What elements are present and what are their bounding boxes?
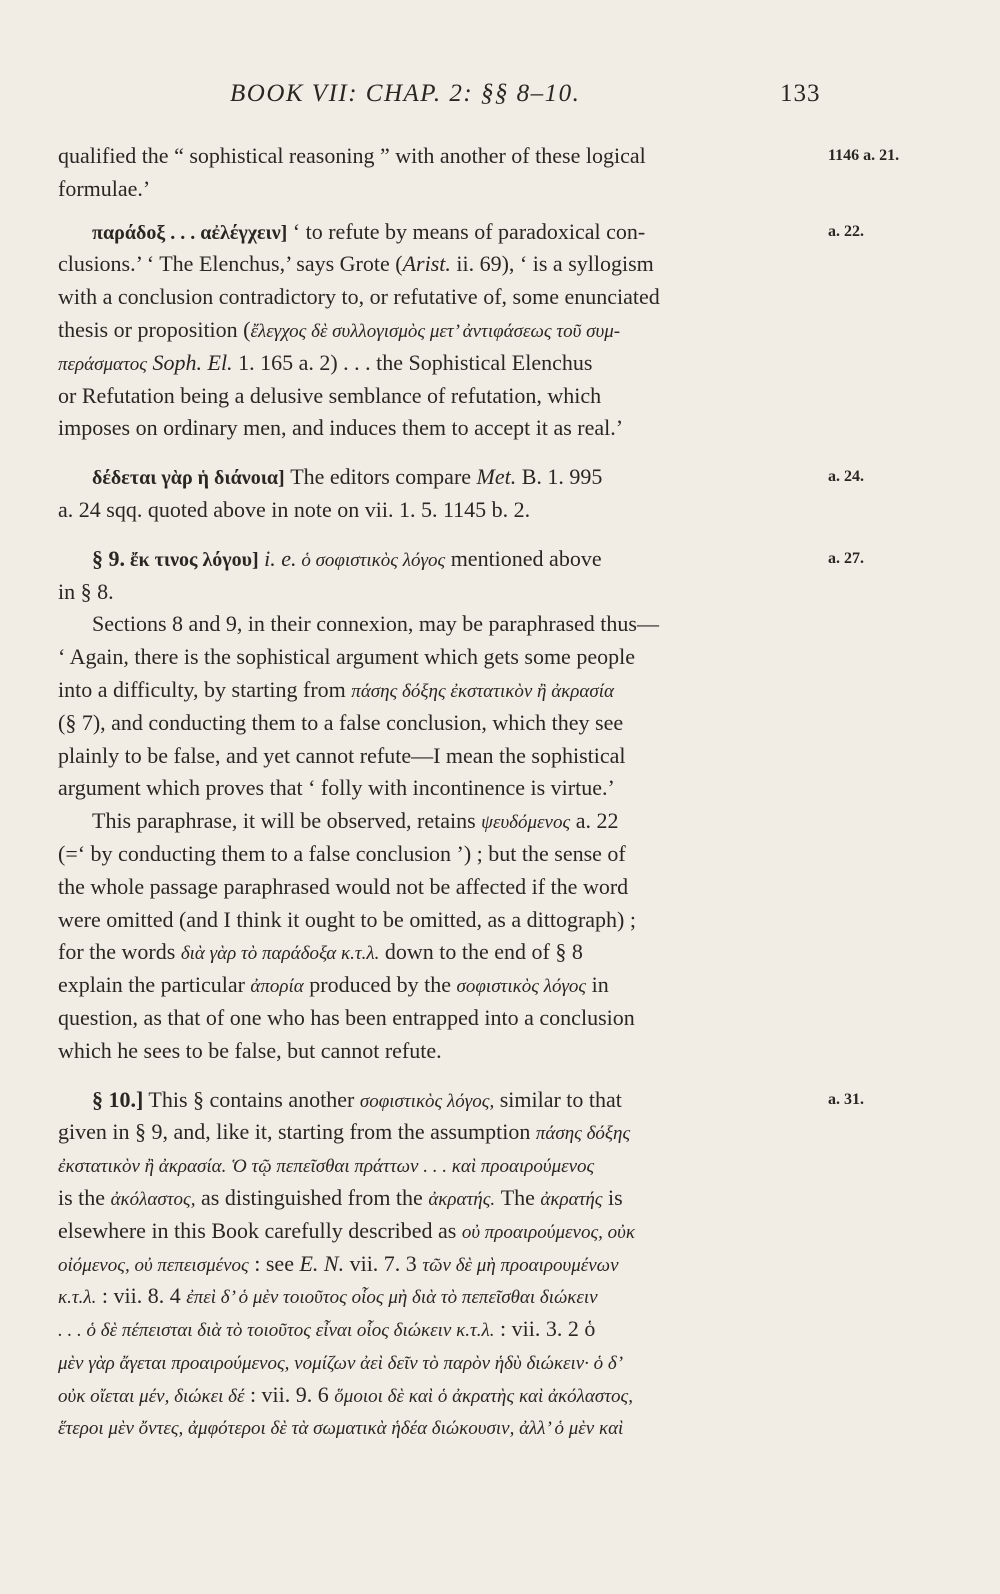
greek-text: πάσης δόξης xyxy=(535,1123,631,1145)
margin-reference: 1146 a. 21. xyxy=(828,147,900,164)
line-text: is xyxy=(602,1184,623,1210)
greek-text: Ὁ τῷ πεπεῖσθαι πράττων . . . καὶ προαιρούμενος xyxy=(226,1156,595,1178)
line-text: as distinguished from the xyxy=(195,1184,429,1210)
text-line xyxy=(58,805,848,838)
line-text: down to the end of § 8 xyxy=(379,939,583,965)
text-line xyxy=(58,740,848,773)
line-text: given in § 9, and, like it, starting from the assumption xyxy=(58,1119,536,1145)
text-line xyxy=(58,1313,848,1346)
line-text: explain the particular xyxy=(58,972,251,998)
greek-text: οὐκ οἴεται μέν, διώκει δέ xyxy=(58,1385,245,1407)
text-line xyxy=(58,173,848,206)
text-line xyxy=(58,674,848,707)
greek-text: οὐ προαιρούμενος, οὐκ xyxy=(461,1221,636,1243)
line-text: were omitted (and I think it ought to be omitted, as a dittograph) ; xyxy=(58,906,636,932)
lemma: ἔκ τινος λόγου] xyxy=(125,548,259,571)
line-text: ‘ Again, there is the sophistical argument which gets some people xyxy=(58,644,635,670)
text-line xyxy=(58,969,848,1002)
text-line xyxy=(58,576,848,609)
greek-text: τῶν δὲ μὴ προαιρουμένων xyxy=(422,1254,619,1276)
text-line xyxy=(58,1215,848,1248)
line-text: This paraphrase, it will be observed, retains xyxy=(92,808,482,834)
line-text: into a difficulty, by starting from xyxy=(58,676,352,702)
line-text: with a conclusion contradictory to, or refutative of, some enunciated xyxy=(58,284,660,310)
page-number: 133 xyxy=(780,80,821,107)
line-text: in xyxy=(586,972,609,998)
line-text: B. 1. 995 xyxy=(516,464,603,490)
line-text: Sections 8 and 9, in their connexion, may be paraphrased thus— xyxy=(92,611,659,637)
line-text: thesis or proposition ( xyxy=(58,316,251,342)
line-text: formulae.’ xyxy=(58,175,151,201)
text-line xyxy=(58,641,848,674)
greek-text: ἀκρατής xyxy=(540,1188,603,1210)
line-text: similar to that xyxy=(494,1086,622,1112)
text-line xyxy=(58,707,848,740)
text-line xyxy=(58,936,848,969)
line-text: qualified the “ sophistical reasoning ” with another of these logical xyxy=(58,143,646,168)
line-text: (=‘ by conducting them to a false conclusion ’) ; but the sense of xyxy=(58,840,626,866)
greek-text: ὁ σοφιστικὸς λόγος xyxy=(296,549,446,571)
text-line xyxy=(58,281,848,314)
greek-text: ἐκστατικὸν ἢ ἀκρασία. xyxy=(58,1156,227,1178)
line-text: ii. 69), ‘ is a syllogism xyxy=(450,251,654,277)
text-line xyxy=(58,1084,864,1117)
text-line xyxy=(58,1149,848,1182)
line-text: in § 8. xyxy=(58,578,114,604)
text-line xyxy=(58,772,848,805)
section-mark: § 9. xyxy=(92,545,125,571)
text-line xyxy=(58,1346,848,1379)
margin-reference: a. 24. xyxy=(828,468,864,486)
line-text: : see xyxy=(248,1250,300,1276)
line-text: a. 24 sqq. quoted above in note on vii. 1. 5. 1145 b. 2. xyxy=(58,496,531,522)
greek-text: ἔλεγχος δὲ συλλογισμὸς μετ’ ἀντιφάσεως τοῦ συμ- xyxy=(250,320,621,342)
margin-reference: a. 31. xyxy=(828,1090,864,1108)
text-line xyxy=(58,314,848,347)
text-line xyxy=(58,494,848,527)
greek-text: ἐπεὶ δ’ ὁ μὲν τοιοῦτος οἷος μὴ διὰ τὸ πεπεῖσθαι διώκειν xyxy=(186,1287,598,1309)
line-text: mentioned above xyxy=(445,545,602,571)
text-line xyxy=(58,248,848,281)
greek-text: διὰ γὰρ τὸ παράδοξα κ.τ.λ. xyxy=(180,943,380,965)
line-text: The xyxy=(495,1184,541,1210)
text-line xyxy=(58,608,848,641)
lemma: παράδοξ . . . αἐλέγχειν] xyxy=(92,221,288,244)
line-text: question, as that of one who has been entrapped into a conclusion xyxy=(58,1004,635,1030)
greek-text: ἀπορία xyxy=(250,976,304,998)
text-line xyxy=(58,1248,848,1281)
text-line xyxy=(58,461,864,494)
text-line xyxy=(58,871,848,904)
line-text: for the words xyxy=(58,939,181,965)
line-text: ‘ to refute by means of paradoxical con- xyxy=(287,218,646,244)
greek-text: σοφιστικὸς λόγος, xyxy=(359,1090,495,1112)
line-text: (§ 7), and conducting them to a false conclusion, which they see xyxy=(58,709,624,735)
line-text: plainly to be false, and yet cannot refute—I mean the sophistical xyxy=(58,742,626,768)
line-text: imposes on ordinary men, and induces them to accept it as real.’ xyxy=(58,415,624,441)
line-text: is the xyxy=(58,1184,111,1210)
greek-text: . . . ὁ δὲ πέπεισται διὰ τὸ τοιοῦτος εἶναι οἷος διώκειν κ.τ.λ. xyxy=(58,1320,495,1342)
text-line xyxy=(58,904,848,937)
running-head xyxy=(0,80,1000,120)
line-text: argument which proves that ‘ folly with incontinence is virtue.’ xyxy=(58,775,615,801)
line-text: 1. 165 a. 2) . . . the Sophistical Elenchus xyxy=(232,349,593,375)
line-text: vii. 7. 3 xyxy=(344,1250,423,1276)
citation: Soph. El. xyxy=(147,349,233,375)
text-line xyxy=(58,380,848,413)
line-text: or Refutation being a delusive semblance of refutation, which xyxy=(58,382,602,408)
line-text: produced by the xyxy=(303,972,457,998)
line-text: : vii. 9. 6 xyxy=(244,1381,335,1407)
text-line xyxy=(58,1411,848,1444)
running-head-title: BOOK VII: CHAP. 2: §§ 8–10. xyxy=(230,80,581,107)
greek-text: μὲν γὰρ ἄγεται προαιρούμενος, νομίζων ἀεὶ δεῖν τὸ παρὸν ἡδὺ διώκειν· ὁ δ’ xyxy=(58,1352,624,1374)
text-line xyxy=(58,412,848,445)
margin-reference: a. 22. xyxy=(828,222,864,240)
text-line xyxy=(58,1280,848,1313)
text-line xyxy=(58,838,848,871)
greek-text: πάσης δόξης ἐκστατικὸν ἢ ἀκρασία xyxy=(351,680,615,702)
line-text: : vii. 8. 4 xyxy=(96,1283,187,1309)
text-line xyxy=(58,1116,848,1149)
greek-text: ὅμοιοι δὲ καὶ ὁ ἀκρατὴς καὶ ἀκόλαστος, xyxy=(334,1385,633,1407)
greek-text: ψευδόμενος xyxy=(481,812,571,834)
line-text: a. 22 xyxy=(570,808,619,834)
greek-text: οἰόμενος, οὐ πεπεισμένος xyxy=(58,1254,249,1276)
citation: Arist. xyxy=(402,251,451,277)
line-text: elsewhere in this Book carefully described as xyxy=(58,1217,462,1243)
line-text: The editors compare xyxy=(284,464,477,490)
greek-text: ἀκόλαστος, xyxy=(110,1188,196,1210)
commentary-body xyxy=(58,140,900,1444)
line-text: which he sees to be false, but cannot refute. xyxy=(58,1037,442,1063)
text-line xyxy=(58,1002,848,1035)
text-line xyxy=(58,1035,848,1068)
text-line xyxy=(58,140,900,173)
line-text: clusions.’ ‘ The Elenchus,’ says Grote ( xyxy=(58,251,403,277)
section-mark: § 10.] xyxy=(92,1086,144,1112)
line-text: This § contains another xyxy=(143,1086,360,1112)
greek-text: ἀκρατής. xyxy=(428,1188,496,1210)
text-line xyxy=(58,1182,848,1215)
line-text: i. e. xyxy=(258,545,297,571)
text-line xyxy=(58,543,864,576)
greek-text: σοφιστικὸς λόγος xyxy=(456,976,587,998)
line-text: the whole passage paraphrased would not be affected if the word xyxy=(58,873,629,899)
lemma: δέδεται γὰρ ἡ διάνοια] xyxy=(92,467,285,490)
line-text: : vii. 3. 2 ὁ xyxy=(494,1316,596,1342)
greek-text: κ.τ.λ. xyxy=(58,1287,97,1309)
citation: Met. xyxy=(476,464,517,490)
greek-text: περάσματος xyxy=(58,353,147,375)
text-line xyxy=(58,347,848,380)
greek-text: ἕτεροι μὲν ὄντες, ἀμφότεροι δὲ τὰ σωματικὰ ἡδέα διώκουσιν, ἀλλ’ ὁ μὲν καὶ xyxy=(58,1418,624,1440)
citation: E. N. xyxy=(299,1250,345,1276)
margin-reference: a. 27. xyxy=(828,549,864,567)
text-line xyxy=(58,216,864,249)
text-line xyxy=(58,1379,848,1412)
